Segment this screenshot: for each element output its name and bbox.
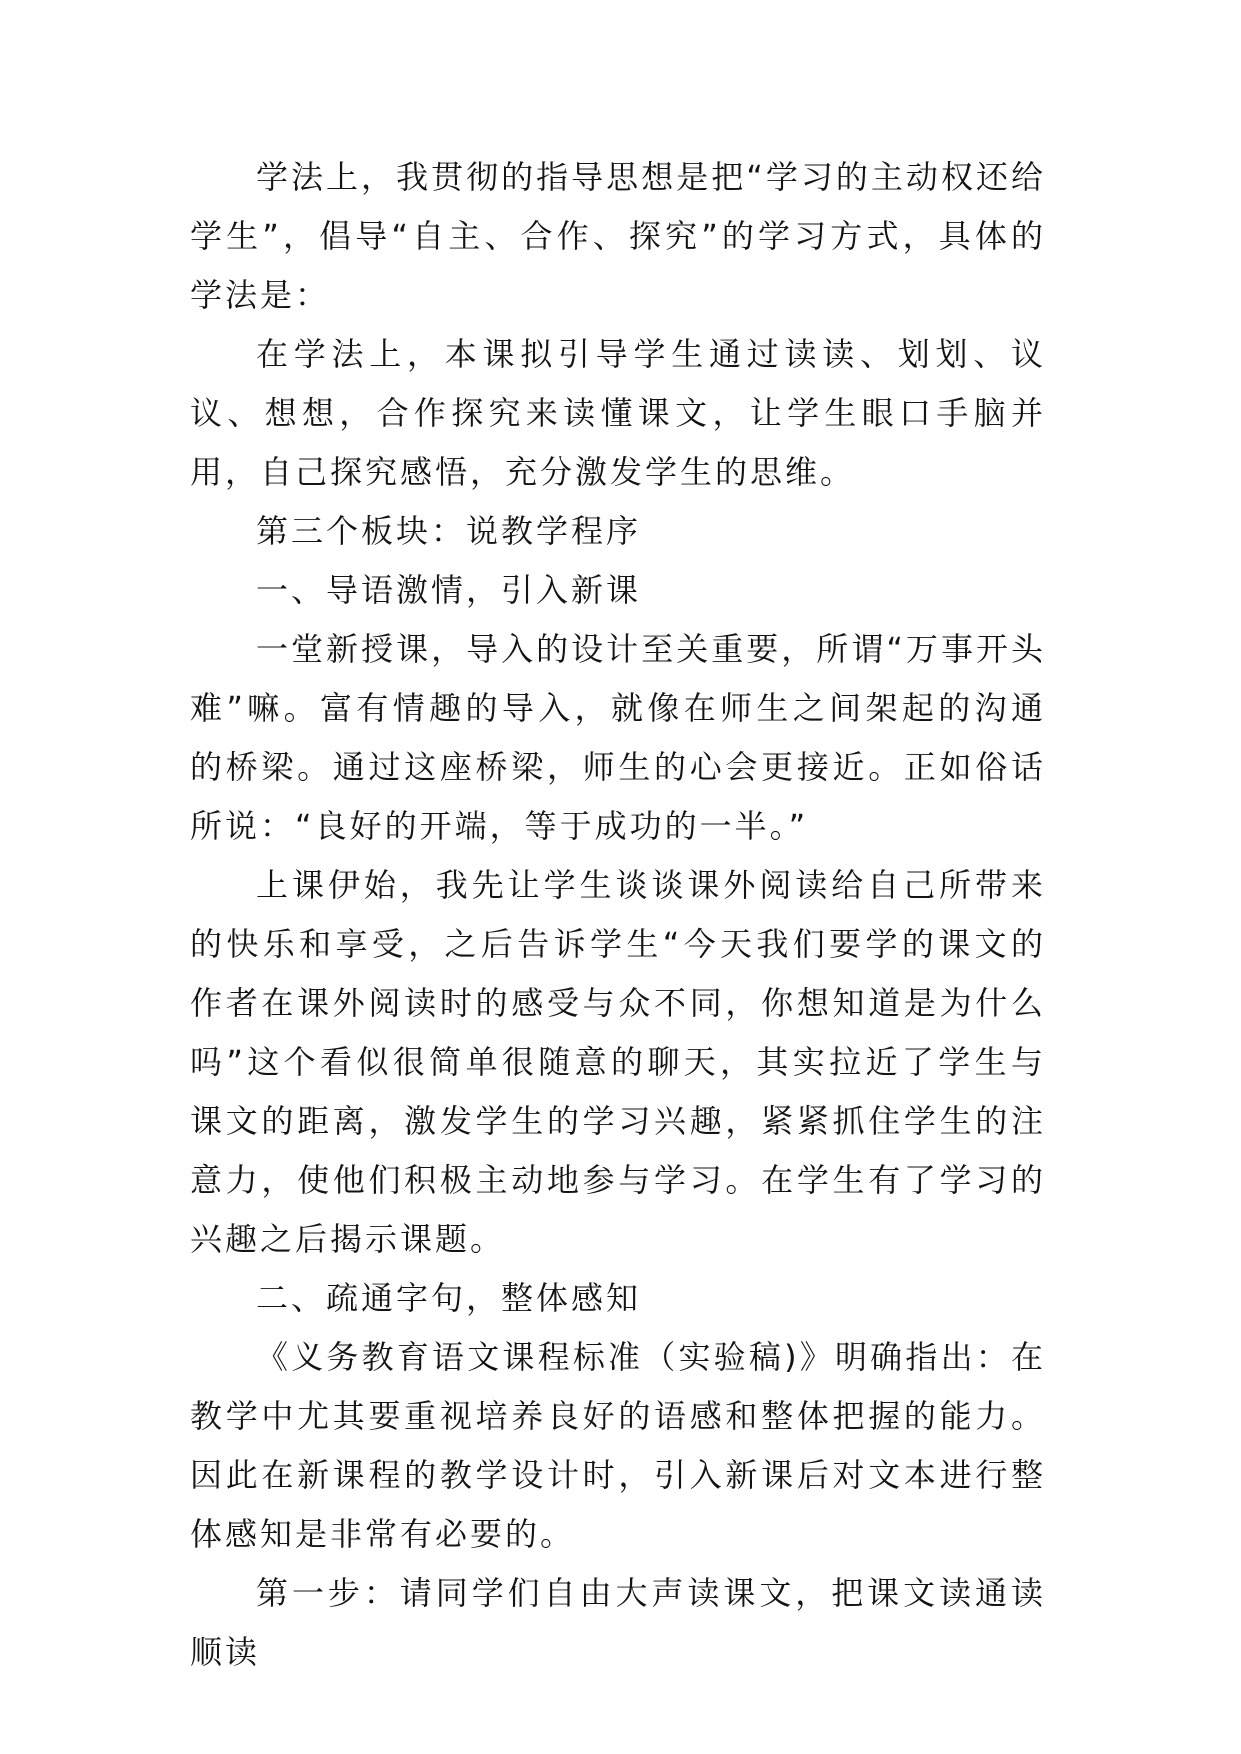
subheading-introduction: 一、导语激情，引入新课 — [256, 571, 642, 609]
paragraph-step-one: 第一步：请同学们自由大声读课文，把课文读通读顺读 — [190, 1574, 1046, 1671]
paragraph-introduction-importance: 一堂新授课，导入的设计至关重要，所谓“万事开头难”嘛。富有情趣的导入，就像在师生之间架起的沟通的桥梁。通过这座桥梁，师生的心会更接近。正如俗话所说：“良好的开端，等于成功的一半。” — [190, 630, 1046, 845]
document-body — [190, 148, 1046, 1682]
paragraph-study-method-lesson: 在学法上，本课拟引导学生通过读读、划划、议议、想想，合作探究来读懂课文，让学生眼口手脑并用，自己探究感悟，充分激发学生的思维。 — [190, 335, 1046, 491]
paragraph-class-opening: 上课伊始，我先让学生谈谈课外阅读给自己所带来的快乐和享受，之后告诉学生“今天我们要学的课文的作者在课外阅读时的感受与众不同，你想知道是为什么吗”这个看似很简单很随意的聊天，其实拉近了学生与课文的距离，激发学生的学习兴趣，紧紧抓住学生的注意力，使他们积极主动地参与学习。在学生有了学习的兴趣之后揭示课题。 — [190, 866, 1046, 1258]
subheading-overall-perception: 二、疏通字句，整体感知 — [256, 1279, 642, 1317]
section-heading-teaching-procedure: 第三个板块：说教学程序 — [256, 512, 642, 550]
paragraph-curriculum-standard: 《义务教育语文课程标准（实验稿)》明确指出：在教学中尤其要重视培养良好的语感和整体把握的能力。因此在新课程的教学设计时，引入新课后对文本进行整体感知是非常有必要的。 — [190, 1338, 1046, 1553]
paragraph-study-method-guidance: 学法上，我贯彻的指导思想是把“学习的主动权还给学生”，倡导“自主、合作、探究”的学习方式，具体的学法是： — [190, 158, 1046, 314]
